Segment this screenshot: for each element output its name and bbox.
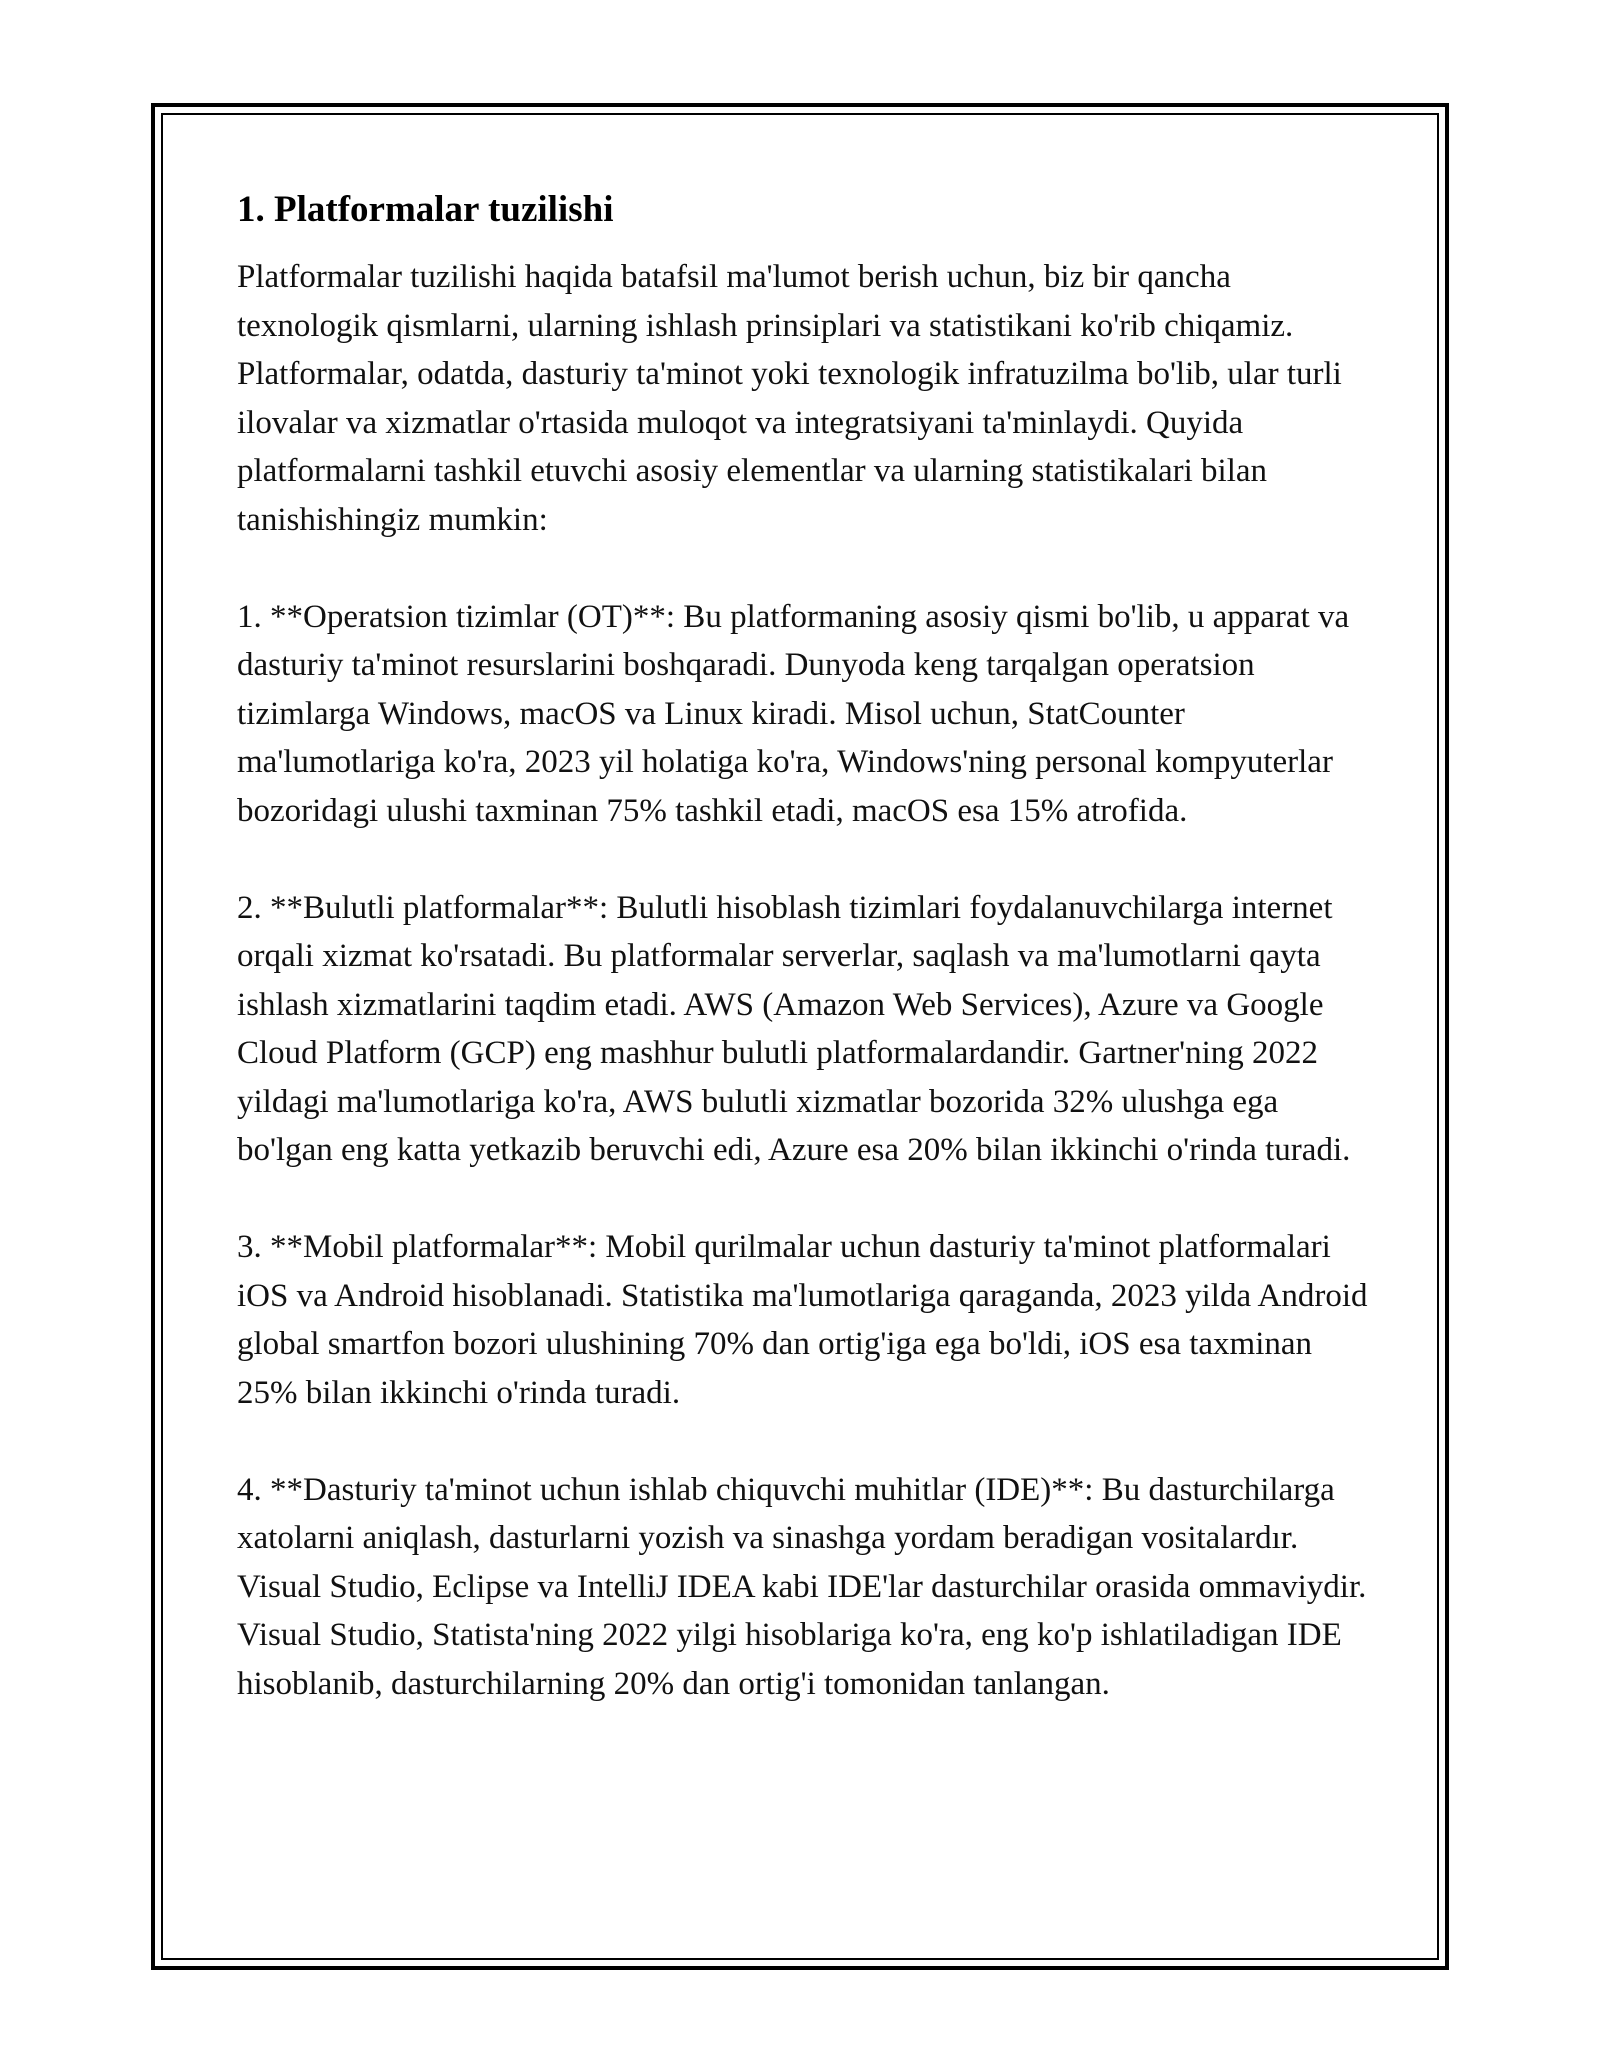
section-heading: 1. Platformalar tuzilishi [237, 189, 614, 230]
mobile-platforms-paragraph: 3. **Mobil platformalar**: Mobil qurilmalar uchun dasturiy ta'minot platformalari iOS va Android hisoblanadi. Statistika ma'lumotlariga qaraganda, 2023 yilda Android global smartfon bozori ulushining 70% dan ortig'iga ega bo'ldi, iOS esa taxminan 25% bilan ikkinchi o'rinda turadi. [237, 1229, 1368, 1411]
cloud-platforms-paragraph: 2. **Bulutli platformalar**: Bulutli hisoblash tizimlari foydalanuvchilarga internet orqali xizmat ko'rsatadi. Bu platformalar serverlar, saqlash va ma'lumotlarni qayta ishlash xizmatlarini taqdim etadi. AWS (Amazon Web Services), Azure va Google Cloud Platform (GCP) eng mashhur bulutli platformalardandir. Gartner'ning 2022 yildagi ma'lumotlariga ko'ra, AWS bulutli xizmatlar bozorida 32% ulushga ega bo'lgan eng katta yetkazib beruvchi edi, Azure esa 20% bilan ikkinchi o'rinda turadi. [237, 889, 1351, 1168]
document-body [237, 186, 1377, 1708]
intro-paragraph: Platformalar tuzilishi haqida batafsil ma'lumot berish uchun, biz bir qancha texnologik qismlarni, ularning ishlash prinsiplari va statistikani ko'rib chiqamiz. Platformalar, odatda, dasturiy ta'minot yoki texnologik infratuzilma bo'lib, ular turli ilovalar va xizmatlar o'rtasida muloqot va integratsiyani ta'minlaydi. Quyida platformalarni tashkil etuvchi asosiy elementlar va ularning statistikalari bilan tanishishingiz mumkin: [237, 259, 1342, 538]
operating-systems-paragraph: 1. **Operatsion tizimlar (OT)**: Bu platformaning asosiy qismi bo'lib, u apparat va dasturiy ta'minot resurslarini boshqaradi. Dunyoda keng tarqalgan operatsion tizimlarga Windows, macOS va Linux kiradi. Misol uchun, StatCounter ma'lumotlariga ko'ra, 2023 yil holatiga ko'ra, Windows'ning personal kompyuterlar bozoridagi ulushi taxminan 75% tashkil etadi, macOS esa 15% atrofida. [237, 598, 1350, 829]
ide-paragraph: 4. **Dasturiy ta'minot uchun ishlab chiquvchi muhitlar (IDE)**: Bu dasturchilarga xatolarni aniqlash, dasturlarni yozish va sinashga yordam beradigan vositalardır. Visual Studio, Eclipse va IntelliJ IDEA kabi IDE'lar dasturchilar orasida ommaviydir. Visual Studio, Statista'ning 2022 yilgi hisoblariga ko'ra, eng ko'p ishlatiladigan IDE hisoblanib, dasturchilarning 20% dan ortig'i tomonidan tanlangan. [237, 1471, 1367, 1702]
